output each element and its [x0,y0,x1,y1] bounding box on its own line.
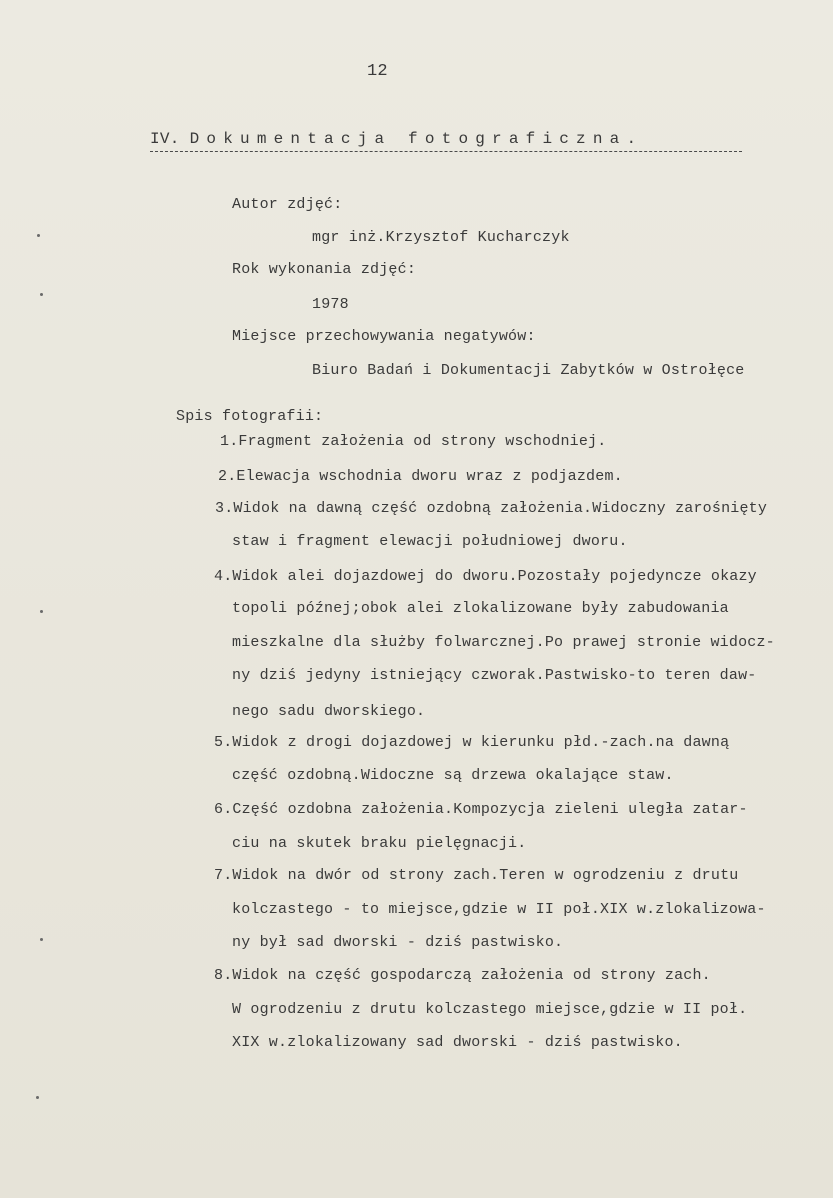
paper-speck [36,1096,39,1099]
paper-speck [40,938,43,941]
year-value: 1978 [312,296,349,313]
list-title: Spis fotografii: [176,408,324,425]
list-line: 1.Fragment założenia od strony wschodniej. [220,433,607,450]
list-line: ny dziś jedyny istniejący czworak.Pastwisko-to teren daw- [232,667,757,684]
storage-label: Miejsce przechowywania negatywów: [232,328,536,345]
author-value: mgr inż.Krzysztof Kucharczyk [312,229,570,246]
list-line: kolczastego - to miejsce,gdzie w II poł.XIX w.zlokalizowa- [232,901,766,918]
list-line: 3.Widok na dawną część ozdobną założenia.Widoczny zarośnięty [215,500,768,517]
paper-speck [40,293,43,296]
list-line: topoli późnej;obok alei zlokalizowane były zabudowania [232,600,729,617]
heading-underline [150,151,742,152]
year-label: Rok wykonania zdjęć: [232,261,417,278]
list-line: 5.Widok z drogi dojazdowej w kierunku płd.-zach.na dawną [214,734,730,751]
list-line: 7.Widok na dwór od strony zach.Teren w ogrodzeniu z drutu [214,867,739,884]
paper-speck [37,234,40,237]
list-line: ny był sad dworski - dziś pastwisko. [232,934,564,951]
list-line: 2.Elewacja wschodnia dworu wraz z podjazdem. [218,468,623,485]
page-number: 12 [367,62,388,81]
list-line: ciu na skutek braku pielęgnacji. [232,835,527,852]
list-line: mieszkalne dla służby folwarcznej.Po prawej stronie widocz- [232,634,775,651]
list-line: część ozdobną.Widoczne są drzewa okalające staw. [232,767,674,784]
list-line: 4.Widok alei dojazdowej do dworu.Pozostały pojedyncze okazy [214,568,757,585]
list-line: staw i fragment elewacji południowej dworu. [232,533,628,550]
author-label: Autor zdjęć: [232,196,343,213]
paper-speck [40,610,43,613]
section-heading [150,130,636,148]
section-title-end: . [626,130,637,148]
list-line: 6.Część ozdobna założenia.Kompozycja zieleni uległa zatar- [214,801,748,818]
list-line: W ogrodzeniu z drutu kolczastego miejsce,gdzie w II poł. [232,1001,748,1018]
storage-value: Biuro Badań i Dokumentacji Zabytków w Ostrołęce [312,362,745,379]
list-line: XIX w.zlokalizowany sad dworski - dziś pastwisko. [232,1034,683,1051]
list-line: nego sadu dworskiego. [232,703,426,720]
section-numeral: IV. [150,130,180,148]
section-title: Dokumentacja fotograficzna [189,130,627,148]
list-line: 8.Widok na część gospodarczą założenia od strony zach. [214,967,711,984]
